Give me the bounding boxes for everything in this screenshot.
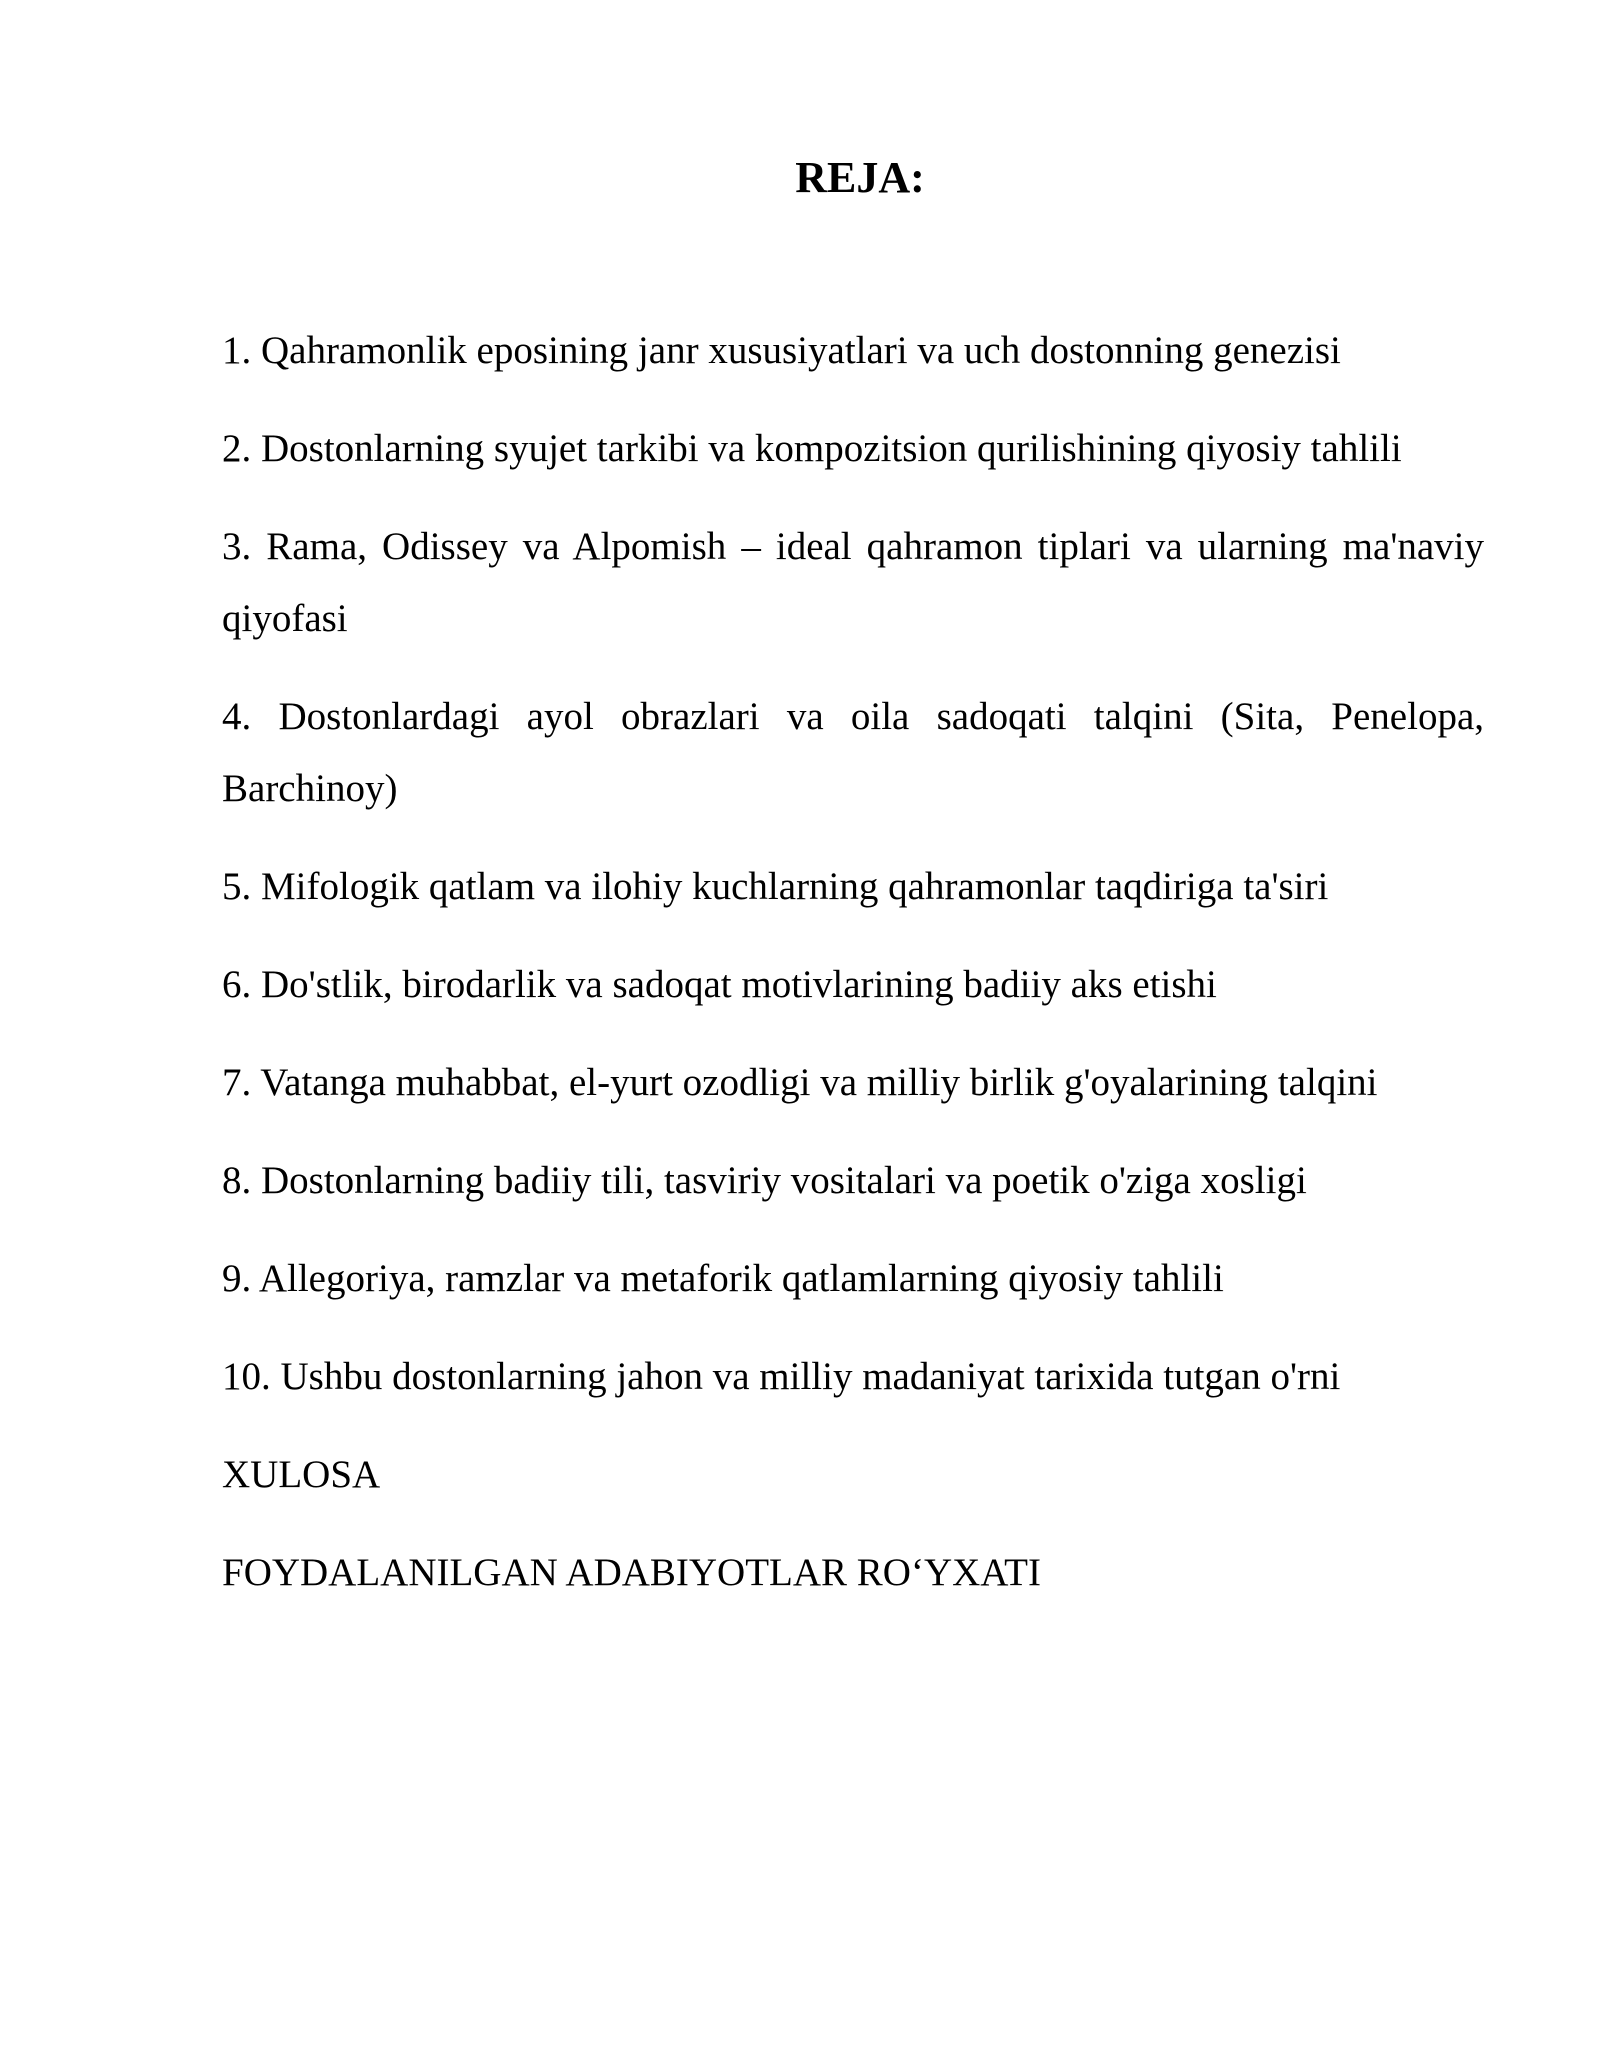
list-item: 9. Allegoriya, ramzlar va metaforik qatlamlarning qiyosiy tahlili bbox=[222, 1257, 1224, 1300]
conclusion-heading: XULOSA bbox=[222, 1453, 381, 1496]
references-heading: FOYDALANILGAN ADABIYOTLAR RO‘YXATI bbox=[222, 1551, 1041, 1594]
list-item: 6. Do'stlik, birodarlik va sadoqat motivlarining badiiy aks etishi bbox=[222, 963, 1217, 1006]
list-item: 5. Mifologik qatlam va ilohiy kuchlarning qahramonlar taqdiriga ta'siri bbox=[222, 865, 1329, 908]
plan-list bbox=[222, 315, 1484, 1635]
list-item: 4. Dostonlardagi ayol obrazlari va oila sadoqati talqini (Sita, Penelopa, Barchinoy) bbox=[222, 695, 1484, 810]
list-item: 8. Dostonlarning badiiy tili, tasviriy vositalari va poetik o'ziga xosligi bbox=[222, 1159, 1307, 1202]
list-item: 10. Ushbu dostonlarning jahon va milliy madaniyat tarixida tutgan o'rni bbox=[222, 1355, 1341, 1398]
list-item: 3. Rama, Odissey va Alpomish – ideal qahramon tiplari va ularning ma'naviy qiyofasi bbox=[222, 525, 1484, 640]
list-item: 1. Qahramonlik eposining janr xususiyatlari va uch dostonning genezisi bbox=[222, 329, 1341, 372]
list-item: 7. Vatanga muhabbat, el-yurt ozodligi va milliy birlik g'oyalarining talqini bbox=[222, 1061, 1378, 1104]
list-item: 2. Dostonlarning syujet tarkibi va kompozitsion qurilishining qiyosiy tahlili bbox=[222, 427, 1402, 470]
page-title: REJA: bbox=[795, 153, 925, 202]
